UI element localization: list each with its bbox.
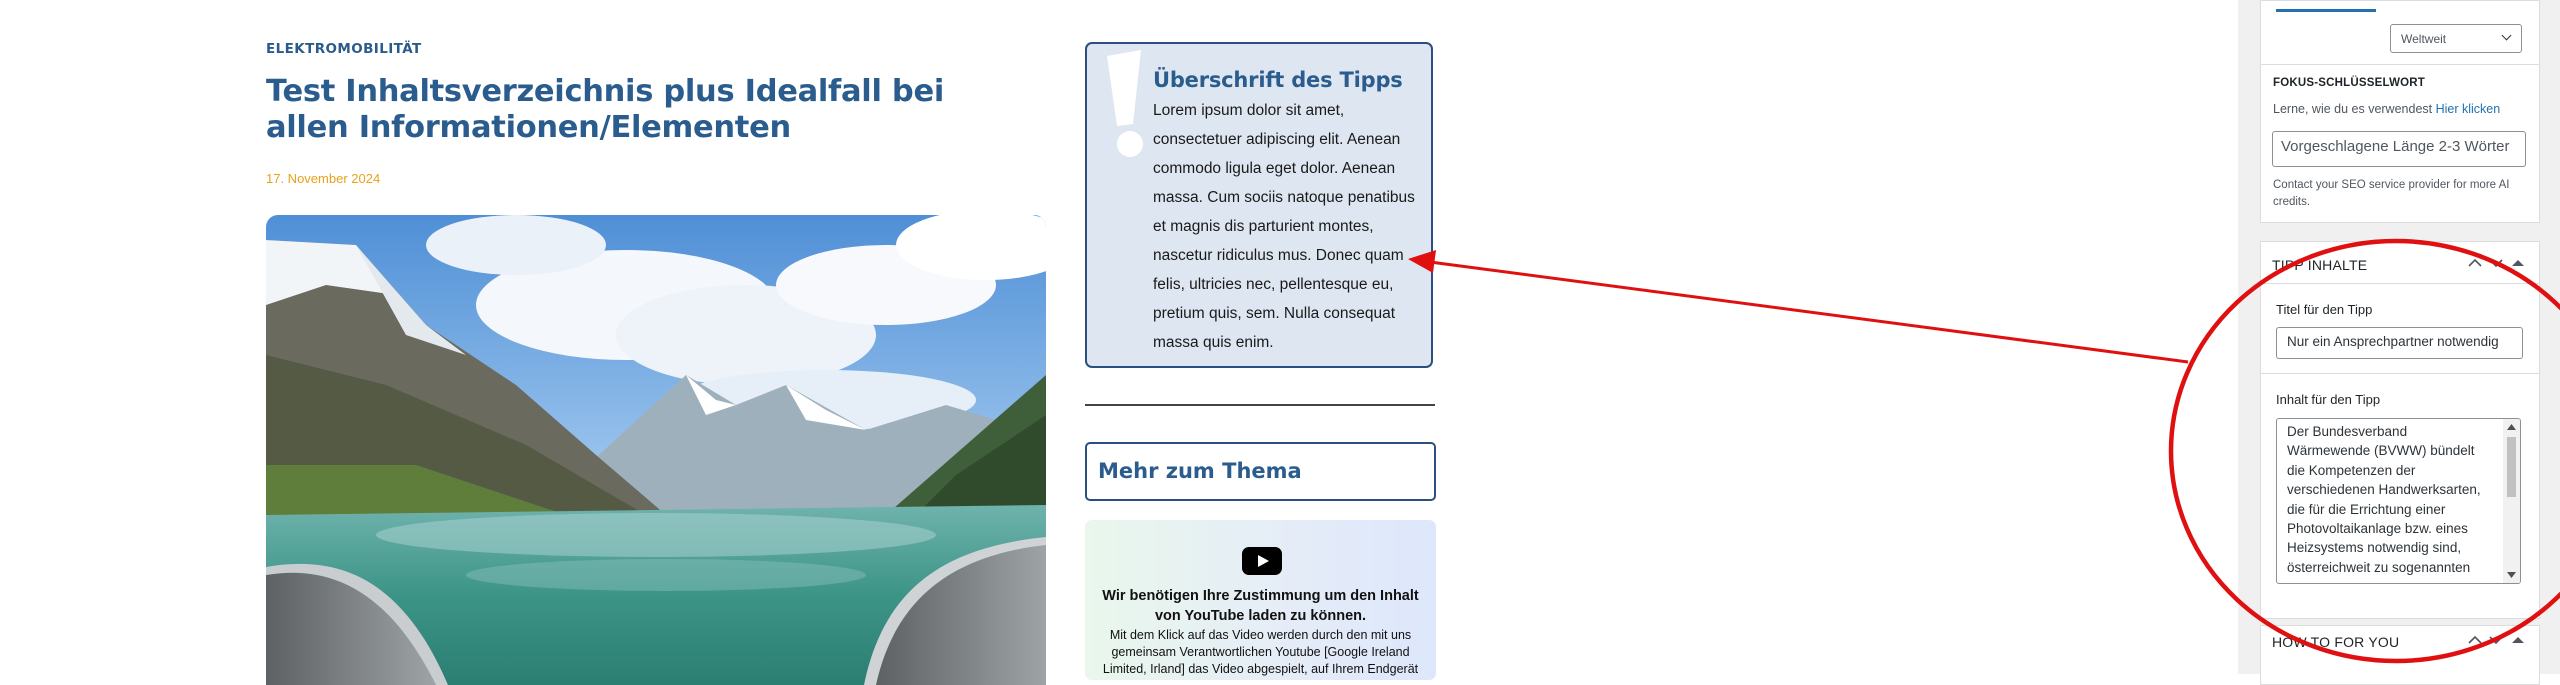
box-controls: [2468, 256, 2530, 270]
more-topic-box[interactable]: [1085, 442, 1436, 501]
focus-keyword-label: FOKUS-SCHLÜSSELWORT: [2273, 77, 2426, 89]
tip-contents-heading[interactable]: TIPP INHALTE: [2272, 257, 2368, 273]
mountain-lake-illustration: [266, 215, 1046, 685]
focus-keyword-help: [2273, 102, 2500, 116]
chevron-down-icon: [2502, 31, 2512, 41]
active-tab-indicator: [2276, 9, 2376, 12]
tip-title-input[interactable]: Nur ein Ansprechpartner notwendig: [2276, 327, 2523, 359]
more-topic-heading: Mehr zum Thema: [1098, 459, 1302, 483]
youtube-play-icon[interactable]: [1242, 547, 1282, 575]
move-up-icon[interactable]: [2469, 637, 2481, 643]
tip-content-text: Der Bundesverband Wärmewende (BVWW) bündelt die Kompetenzen der verschiedenen Handwerksarten, die für die Errichtung einer Photovoltaikanlage bzw. eines Heizsystems notwendig sind, österreichweit zu sogenannten: [2287, 424, 2481, 575]
hero-image: [266, 215, 1046, 685]
card-header-divider: [2260, 283, 2540, 284]
post-category[interactable]: ELEKTROMOBILITÄT: [266, 41, 422, 57]
youtube-consent-box[interactable]: [1085, 520, 1436, 680]
annotation-arrow-line: [1430, 262, 2188, 362]
tip-content-textarea[interactable]: [2276, 418, 2521, 584]
field-divider: [2260, 373, 2540, 374]
post-date: 17. November 2024: [266, 171, 381, 186]
divider: [1085, 404, 1435, 406]
move-up-icon[interactable]: [2469, 260, 2481, 266]
textarea-scrollbar[interactable]: [2503, 419, 2520, 583]
focus-keyword-input[interactable]: Vorgeschlagene Länge 2-3 Wörter: [2272, 131, 2526, 167]
tip-title: Überschrift des Tipps: [1153, 68, 1403, 92]
scroll-down-icon[interactable]: [2507, 571, 2516, 579]
focus-keyword-help-text: Lerne, wie du es verwendest: [2273, 102, 2433, 116]
youtube-consent-text: Mit dem Klick auf das Video werden durch den mit uns gemeinsam Verantwortlichen Youtube [Google Ireland Limited, Irland] das Video abgespielt, auf Ihrem Endgerät: [1102, 628, 1419, 676]
scroll-up-icon[interactable]: [2507, 423, 2516, 431]
tip-title-label: Titel für den Tipp: [2276, 302, 2373, 317]
exclamation-icon: [1103, 50, 1153, 160]
collapse-icon[interactable]: [2512, 260, 2524, 266]
collapse-icon[interactable]: [2512, 637, 2524, 643]
ai-credits-note: Contact your SEO service provider for more AI credits.: [2273, 179, 2510, 208]
region-select-value: Weltweit: [2401, 32, 2447, 46]
scroll-thumb[interactable]: [2507, 437, 2516, 497]
post-title: Test Inhaltsverzeichnis plus Idealfall bei allen Informationen/Elementen: [266, 74, 944, 145]
tip-box: [1085, 42, 1433, 368]
region-select[interactable]: [2390, 24, 2522, 53]
focus-keyword-help-link[interactable]: Hier klicken: [2435, 102, 2501, 116]
tip-body: Lorem ipsum dolor sit amet, consectetuer adipiscing elit. Aenean commodo ligula eget dolor. Aenean massa. Cum sociis natoque penatibus et magnis dis parturient montes, nascetur ridiculus mus. Donec quam felis, ultricies nec, pellentesque eu, pretium quis, sem. Nulla consequat massa quis enim.: [1153, 102, 1415, 351]
move-down-icon[interactable]: [2490, 260, 2502, 266]
tip-content-label: Inhalt für den Tipp: [2276, 392, 2381, 407]
howto-box-controls: [2468, 633, 2530, 647]
card-divider: [2260, 64, 2540, 65]
howto-heading[interactable]: HOW TO FOR YOU: [2272, 634, 2400, 650]
move-down-icon[interactable]: [2490, 637, 2502, 643]
youtube-consent-heading: Wir benötigen Ihre Zustimmung um den Inhalt von YouTube laden zu können.: [1102, 588, 1419, 624]
